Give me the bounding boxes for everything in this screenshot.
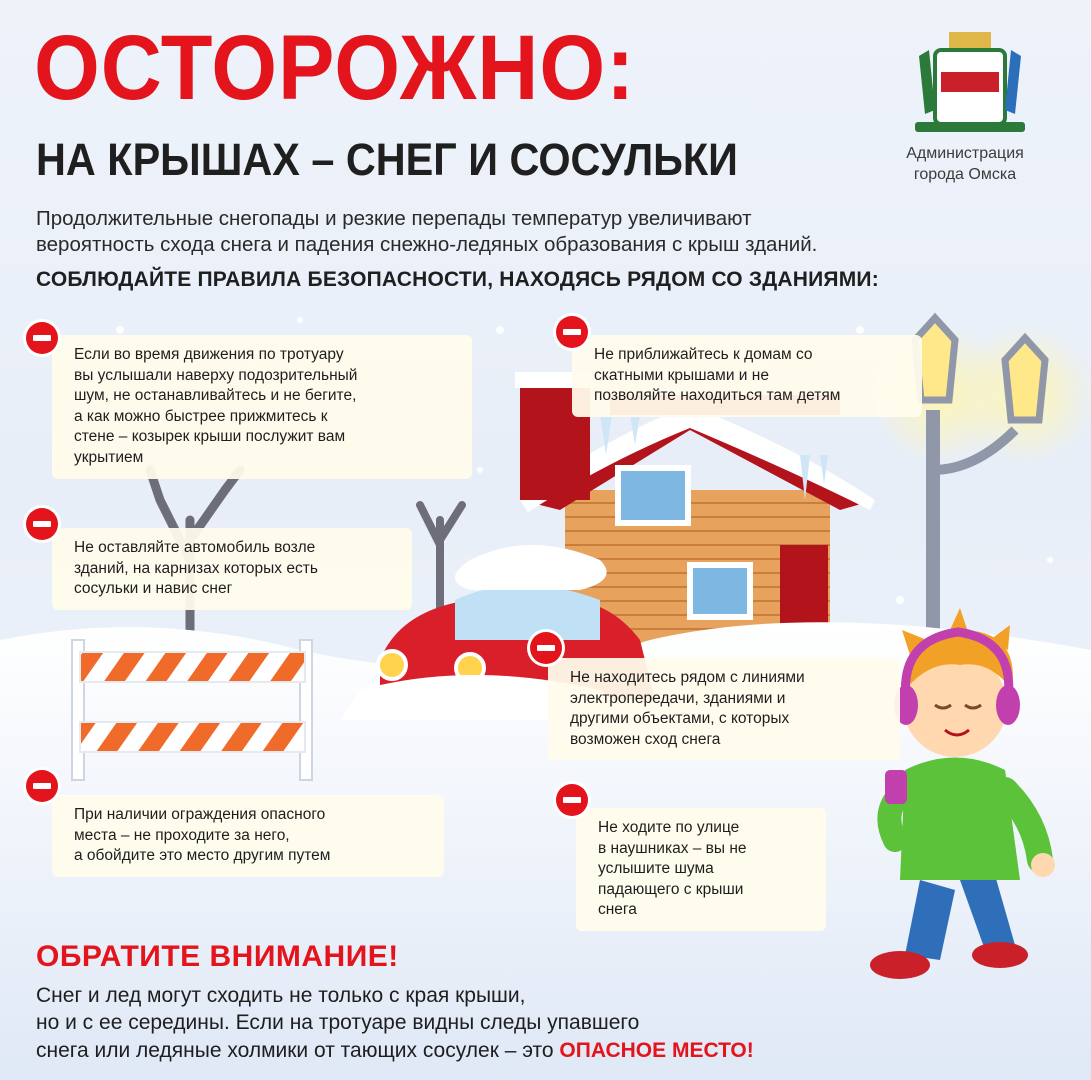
rule-line: сосульки и навис снег — [74, 580, 233, 598]
administration-label — [880, 144, 1050, 186]
attention-note — [36, 982, 956, 1064]
rule-line: Если во время движения по тротуару — [74, 346, 344, 363]
rule-line: снега — [598, 901, 637, 919]
rule-card-headphones — [576, 808, 826, 931]
page-title: ОСТОРОЖНО: — [34, 17, 636, 119]
rule-line: места – не проходите за него, — [74, 826, 290, 844]
rule-line: Не находитесь рядом с линиями — [570, 669, 805, 686]
rule-line: Не оставляйте автомобиль возле — [74, 539, 316, 556]
rule-line: укрытием — [74, 449, 144, 467]
prohibited-icon — [26, 770, 58, 802]
note-line-3 — [36, 1037, 956, 1064]
rule-line: а обойдите это место другим путем — [74, 847, 331, 865]
rule-line: скатными крышами и не — [594, 366, 769, 384]
page-subtitle: НА КРЫШАХ – СНЕГ И СОСУЛЬКИ — [36, 134, 738, 185]
rule-line: а как можно быстрее прижмитесь к — [74, 407, 328, 425]
rule-line: Не ходите по улице — [598, 819, 740, 836]
rule-line: падающего с крыши — [598, 880, 744, 898]
rule-line: вы услышали наверху подозрительный — [74, 366, 358, 384]
intro-line-2: вероятность схода снега и падения снежно-ледяных образования с крыш зданий. — [36, 232, 818, 256]
intro-line-1: Продолжительные снегопады и резкие перепады температур увеличивают — [36, 207, 752, 230]
omsk-coat-of-arms-icon — [915, 32, 1025, 132]
rule-line: в наушниках – вы не — [598, 839, 747, 857]
note-line-3-text: снега или ледяные холмики от тающих сосулек – это — [36, 1038, 554, 1062]
prohibited-icon — [530, 632, 562, 664]
rule-card-barrier — [52, 795, 444, 877]
rule-line: Не приближайтесь к домам со — [594, 346, 813, 363]
prohibited-icon — [556, 316, 588, 348]
danger-zone-label: ОПАСНОЕ МЕСТО! — [559, 1038, 754, 1062]
prohibited-icon — [26, 322, 58, 354]
rule-card-power-lines — [548, 658, 900, 760]
rule-line: шум, не останавливайтесь и не бегите, — [74, 387, 357, 405]
rule-card-car — [52, 528, 412, 610]
attention-heading: ОБРАТИТЕ ВНИМАНИЕ! — [36, 940, 399, 973]
rule-line: возможен сход снега — [570, 730, 721, 748]
prohibited-icon — [556, 784, 588, 816]
admin-line-2: города Омска — [913, 165, 1017, 183]
rule-card-sloped-roofs — [572, 335, 922, 417]
rule-line: услышите шума — [598, 860, 714, 878]
rule-line: электропередачи, зданиями и — [570, 689, 786, 707]
rule-line: другими объектами, с которых — [570, 710, 790, 728]
rule-line: стене – козырек крыши послужит вам — [74, 428, 346, 446]
rule-card-noise — [52, 335, 472, 479]
intro-text — [36, 206, 1066, 257]
rule-line: При наличии ограждения опасного — [74, 806, 326, 823]
note-line-1: Снег и лед могут сходить не только с края крыши, — [36, 984, 526, 1007]
prohibited-icon — [26, 508, 58, 540]
note-line-2: но и с ее середины. Если на тротуаре видны следы упавшего — [36, 1011, 640, 1035]
rules-heading: СОБЛЮДАЙТЕ ПРАВИЛА БЕЗОПАСНОСТИ, НАХОДЯСЬ РЯДОМ СО ЗДАНИЯМИ: — [36, 268, 879, 291]
rule-line: позволяйте находиться там детям — [594, 387, 841, 405]
admin-line-1: Администрация — [906, 145, 1024, 162]
rule-line: зданий, на карнизах которых есть — [74, 559, 318, 577]
